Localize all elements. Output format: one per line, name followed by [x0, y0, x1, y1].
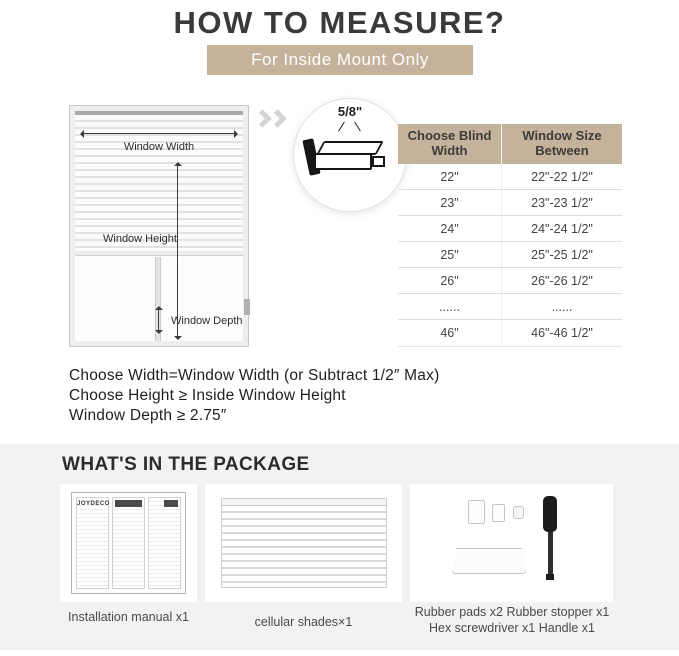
size-table — [398, 124, 622, 347]
width-arrow — [81, 133, 237, 134]
chevron-right-icon — [269, 109, 287, 127]
depth-arrow — [158, 307, 159, 333]
blind-width-cell: 22" — [398, 164, 502, 189]
hex-screwdriver — [542, 496, 558, 590]
table-row — [398, 190, 622, 216]
cellular-blind — [75, 115, 243, 251]
window-depth-label: Window Depth — [171, 315, 243, 327]
bracket-closeup — [293, 98, 407, 212]
blind-width-header: Choose Blind Width — [398, 124, 502, 164]
manual-caption: Installation manual x1 — [68, 610, 189, 624]
size-table-header — [398, 124, 622, 164]
table-row — [398, 294, 622, 320]
brand-logo: JOYDECO — [77, 501, 110, 507]
chevron-right-icons — [256, 112, 296, 130]
package-title: WHAT'S IN THE PACKAGE — [62, 454, 310, 475]
installation-manual-illustration — [71, 492, 186, 594]
window-pane — [75, 257, 243, 341]
parts-caption-line1: Rubber pads x2 Rubber stopper x1 — [414, 605, 610, 619]
blind-width-cell: 23" — [398, 190, 502, 215]
window-size-cell: 24"-24 1/2" — [531, 221, 593, 236]
cellular-shade-illustration — [221, 498, 387, 588]
rubber-pad — [468, 500, 485, 524]
window-size-header: Window Size Between — [522, 128, 602, 158]
window-height-label: Window Height — [103, 233, 177, 245]
screwdriver-shaft — [548, 532, 553, 574]
bracket-depth-label: 5/8" — [337, 104, 363, 119]
table-row — [398, 242, 622, 268]
table-row — [398, 216, 622, 242]
parts-caption — [398, 604, 626, 636]
measure-tick — [354, 122, 361, 132]
note-depth: Window Depth ≥ 2.75″ — [69, 406, 227, 424]
window-latch — [244, 299, 250, 315]
page-title: HOW TO MEASURE? — [173, 5, 506, 40]
window-size-cell: 25"-25 1/2" — [531, 247, 593, 262]
measuring-notes — [69, 366, 439, 425]
table-row — [398, 320, 622, 346]
window-size-cell: 22"-22 1/2" — [531, 169, 593, 184]
screwdriver-tip — [546, 574, 554, 580]
bracket-front-face — [314, 153, 372, 170]
blind-width-cell: ...... — [398, 294, 502, 319]
hardware-parts-illustration — [410, 484, 613, 602]
window-size-cell: 23"-23 1/2" — [531, 195, 593, 210]
rubber-pad — [492, 504, 505, 522]
manual-page-header — [115, 500, 142, 507]
inside-mount-badge: For Inside Mount Only — [207, 45, 473, 75]
window-size-cell: 46"-46 1/2" — [531, 326, 593, 340]
table-row — [398, 164, 622, 190]
manual-card — [60, 484, 197, 602]
height-arrow — [177, 163, 178, 339]
package-section — [0, 444, 679, 650]
blind-width-cell: 24" — [398, 216, 502, 241]
shade-card — [205, 484, 402, 602]
handle-part — [452, 548, 526, 574]
parts-card — [410, 484, 613, 602]
window-width-label: Window Width — [123, 141, 195, 153]
screwdriver-handle — [543, 496, 557, 532]
blind-width-cell: 46" — [398, 320, 502, 346]
rubber-stopper — [513, 506, 524, 519]
blind-width-cell: 25" — [398, 242, 502, 267]
parts-caption-line2: Hex screwdriver x1 Handle x1 — [428, 621, 596, 635]
measure-tick — [338, 122, 345, 132]
table-row — [398, 268, 622, 294]
manual-page — [112, 497, 145, 589]
window-size-cell: ...... — [551, 299, 573, 314]
window-size-cell: 26"-26 1/2" — [531, 273, 593, 288]
manual-page — [148, 497, 181, 589]
blind-bottomrail — [75, 251, 243, 256]
bracket-tab — [372, 156, 385, 167]
manual-page-header — [164, 500, 178, 507]
shade-pleats — [222, 506, 386, 587]
note-height: Choose Height ≥ Inside Window Height — [69, 386, 346, 404]
note-width: Choose Width=Window Width (or Subtract 1/2″ Max) — [69, 367, 440, 384]
manual-page — [76, 497, 109, 589]
shade-caption: cellular shades×1 — [254, 615, 353, 629]
shade-headrail — [222, 499, 386, 506]
size-table-body — [398, 164, 622, 346]
window-illustration — [70, 106, 248, 346]
blind-width-cell: 26" — [398, 268, 502, 293]
